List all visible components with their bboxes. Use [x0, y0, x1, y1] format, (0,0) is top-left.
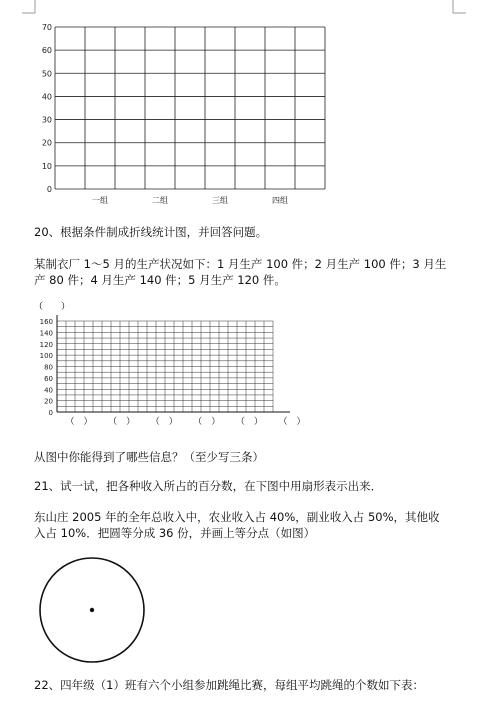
chart2-x-blanks: [65, 416, 305, 427]
chart2-y-unit: （ ）: [34, 302, 71, 312]
chart2-gridlines: [57, 315, 290, 412]
crop-mark-right: [452, 0, 466, 14]
chart1-y-tick: 30: [41, 115, 52, 125]
chart1-y-tick-labels: [42, 23, 52, 194]
crop-mark-left: [22, 0, 36, 14]
chart2-x-blank: （ ）: [150, 417, 178, 427]
chart1-y-tick: 20: [41, 138, 52, 148]
chart2-y-tick: 20: [44, 397, 53, 406]
q22-title: 22、四年级（1）班有六个小组参加跳绳比赛，每组平均跳绳的个数如下表：: [34, 678, 424, 692]
q21-title: 21、试一试，把各种收入所占的百分数，在下图中用扇形表示出来．: [34, 479, 383, 493]
circle-diagram: [36, 554, 148, 666]
chart1-y-tick: 10: [41, 161, 52, 171]
q21-desc-line2: 入占 10%．把圆等分成 36 份，并画上等分点（如图）: [34, 526, 316, 540]
chart1-gridlines: [55, 27, 325, 189]
q20-title: 20、根据条件制成折线统计图，并回答问题。: [34, 225, 268, 239]
chart2-y-tick: 40: [44, 386, 53, 395]
chart2-x-blank: （ ）: [193, 417, 221, 427]
chart1-y-tick: 70: [41, 23, 52, 32]
chart2-x-blank: （ ）: [108, 417, 136, 427]
chart1-y-tick: 60: [41, 46, 52, 56]
chart2-y-tick: 100: [39, 352, 53, 361]
chart2-x-blank: （ ）: [235, 417, 263, 427]
q20-desc-line1: 某制衣厂 1～5 月的生产状况如下：1 月生产 100 件；2 月生产 100 件；3 月生: [34, 257, 447, 271]
chart1-x-label: 四组: [272, 196, 288, 205]
blank-bar-chart-grid: [30, 22, 340, 212]
chart2-question: 从图中你能得到了哪些信息？（至少写三条）: [34, 450, 264, 464]
chart2-y-tick: 120: [39, 340, 53, 349]
chart1-x-labels: [92, 196, 288, 205]
chart2-y-tick: 160: [39, 318, 53, 326]
chart2-y-tick: 0: [48, 409, 53, 417]
q20-desc-line2: 产 80 件；4 月生产 140 件；5 月生产 120 件。: [34, 273, 286, 287]
blank-line-chart-grid: [30, 296, 320, 436]
chart2-y-tick: 140: [39, 329, 53, 338]
chart2-y-tick: 60: [44, 374, 53, 383]
chart1-y-tick: 0: [46, 185, 52, 194]
chart2-x-blank: （ ）: [278, 417, 306, 427]
chart1-y-tick: 50: [41, 69, 52, 79]
chart1-y-tick: 40: [41, 92, 52, 102]
chart2-x-blank: （ ）: [65, 417, 93, 427]
chart2-y-tick: 80: [44, 363, 53, 372]
chart1-x-label: 一组: [92, 196, 108, 205]
chart1-x-label: 二组: [152, 196, 168, 205]
q21-desc-line1: 东山庄 2005 年的全年总收入中，农业收入占 40%，副业收入占 50%，其他收: [34, 510, 440, 524]
chart2-y-tick-labels: [40, 318, 53, 417]
chart1-x-label: 三组: [212, 196, 228, 205]
circle-center-dot: [90, 608, 94, 612]
